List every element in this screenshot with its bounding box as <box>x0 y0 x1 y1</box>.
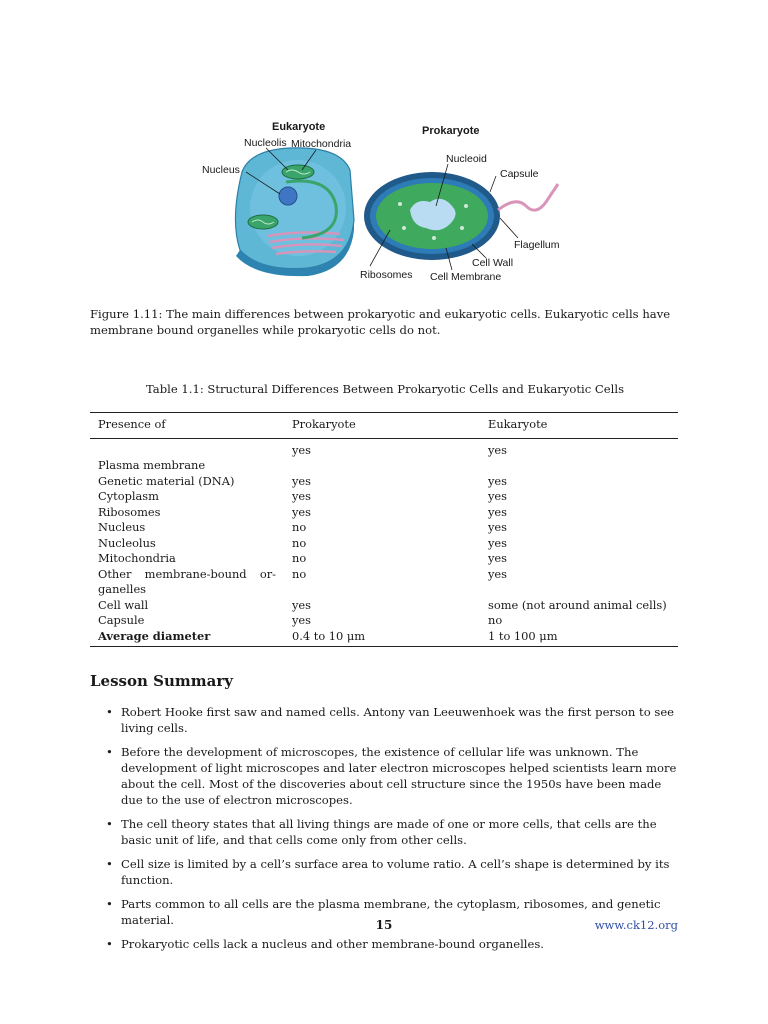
ribosome-dot <box>464 204 468 208</box>
table-row <box>90 505 678 521</box>
bullet: • <box>106 745 113 759</box>
row-prokaryote <box>284 582 480 598</box>
site-link[interactable]: www.ck12.org <box>594 918 678 932</box>
header-presence-of: Presence of <box>90 413 284 439</box>
row-prokaryote: yes <box>292 473 312 488</box>
row-feature: Ribosomes <box>98 504 161 519</box>
row-eukaryote: yes <box>488 442 508 457</box>
row-prokaryote: yes <box>292 442 312 457</box>
row-eukaryote <box>480 458 678 474</box>
label-cell-membrane: Cell Membrane <box>430 271 502 283</box>
eukaryote-title: Eukaryote <box>272 121 326 133</box>
flagellum-shape <box>498 184 558 210</box>
bullet: • <box>106 705 113 719</box>
table-row <box>90 489 678 505</box>
row-feature: Genetic material (DNA) <box>98 473 235 488</box>
row-feature: Other membrane-bound or- <box>98 566 276 581</box>
table-header-row <box>90 413 678 439</box>
row-feature: ganelles <box>98 582 147 596</box>
row-eukaryote: yes <box>488 504 508 519</box>
row-prokaryote: yes <box>292 489 312 503</box>
row-eukaryote: 1 to 100 μm <box>480 629 678 647</box>
row-feature: Nucleolus <box>98 535 156 550</box>
row-prokaryote: no <box>292 551 307 565</box>
cell-comparison-figure <box>190 110 590 292</box>
ribosome-dot <box>398 202 402 206</box>
row-eukaryote: yes <box>488 473 508 488</box>
header-prokaryote: Prokaryote <box>284 413 480 439</box>
list-item-text: Before the development of microscopes, the existence of cellular life was unknown. The development of light microscopes and later electron microscopes helped scientists learn more about the cell. Most of the discoveries about cell structure since the 1950s have been made due to the use of electron microscopes. <box>121 745 677 807</box>
list-item-text: Cell size is limited by a cell’s surface area to volume ratio. A cell’s shape is determined by its function. <box>121 857 670 887</box>
ribosome-dot <box>432 236 436 240</box>
table-row <box>90 629 678 647</box>
row-feature: Plasma membrane <box>98 458 206 472</box>
row-feature: Average diameter <box>90 629 284 647</box>
row-prokaryote: no <box>292 520 307 534</box>
row-prokaryote <box>284 458 480 474</box>
bullet: • <box>106 937 113 951</box>
list-item <box>90 856 680 888</box>
list-item-text: Parts common to all cells are the plasma membrane, the cytoplasm, ribosomes, and genetic material. <box>121 897 661 927</box>
row-eukaryote: yes <box>488 535 508 550</box>
table-row <box>90 582 678 598</box>
row-prokaryote: yes <box>292 597 312 612</box>
ribosome-dot <box>460 226 464 230</box>
label-flagellum: Flagellum <box>514 239 560 251</box>
list-item <box>90 936 680 952</box>
table-caption: Table 1.1: Structural Differences Between Prokaryotic Cells and Eukaryotic Cells <box>145 382 625 396</box>
row-feature: Capsule <box>98 613 145 627</box>
row-feature: Mitochondria <box>98 551 176 565</box>
header-eukaryote: Eukaryote <box>480 413 678 439</box>
table-row <box>90 458 678 474</box>
table-row <box>90 598 678 614</box>
table-row <box>90 474 678 490</box>
list-item-text: The cell theory states that all living things are made of one or more cells, that cells are the basic unit of life, and that cells come only from other cells. <box>121 817 657 847</box>
row-eukaryote: yes <box>488 566 508 581</box>
nucleus-shape <box>279 187 297 205</box>
page-number: 15 <box>375 918 393 932</box>
figure-caption: Figure 1.11: The main differences between prokaryotic and eukaryotic cells. Eukaryotic cells have membrane bound organelles while prokaryotic cells do not. <box>90 307 671 337</box>
label-nucleoid: Nucleoid <box>446 153 487 165</box>
table-row <box>90 438 678 458</box>
cell-differences-table <box>90 412 678 647</box>
row-prokaryote: no <box>292 566 307 581</box>
table-row <box>90 567 678 583</box>
lesson-summary-heading: Lesson Summary <box>90 672 233 690</box>
label-nucleolis: Nucleolis <box>244 137 287 149</box>
list-item <box>90 744 680 808</box>
row-eukaryote: some (not around animal cells) <box>488 597 667 612</box>
list-item <box>90 816 680 848</box>
prokaryote-title: Prokaryote <box>422 125 480 137</box>
row-prokaryote: no <box>292 535 307 550</box>
ribosome-dot <box>402 226 406 230</box>
list-item-text: Robert Hooke first saw and named cells. Antony van Leeuwenhoek was the first person to see living cells. <box>121 705 675 735</box>
label-cell-wall: Cell Wall <box>472 257 514 269</box>
label-ribosomes: Ribosomes <box>360 269 413 281</box>
label-capsule: Capsule <box>500 168 539 180</box>
table-row <box>90 536 678 552</box>
row-feature <box>90 438 284 458</box>
row-prokaryote: yes <box>292 504 312 519</box>
row-feature: Cytoplasm <box>98 489 159 503</box>
row-feature: Nucleus <box>98 520 146 534</box>
table-row <box>90 613 678 629</box>
bullet: • <box>106 857 113 871</box>
label-mitochondria: Mitochondria <box>291 138 352 150</box>
row-prokaryote: yes <box>292 613 312 627</box>
table-row <box>90 520 678 536</box>
row-eukaryote: yes <box>488 520 508 534</box>
list-item-text: Prokaryotic cells lack a nucleus and other membrane-bound organelles. <box>121 937 544 951</box>
row-eukaryote: yes <box>488 551 508 565</box>
row-eukaryote: no <box>488 613 503 627</box>
row-feature: Cell wall <box>98 597 149 612</box>
eukaryote-cell-illustration <box>235 148 354 276</box>
row-eukaryote: yes <box>488 489 508 503</box>
row-eukaryote <box>480 582 678 598</box>
bullet: • <box>106 817 113 831</box>
label-nucleus: Nucleus <box>202 164 240 176</box>
table-row <box>90 551 678 567</box>
bullet: • <box>106 897 113 911</box>
row-prokaryote: 0.4 to 10 μm <box>284 629 480 647</box>
list-item <box>90 704 680 736</box>
